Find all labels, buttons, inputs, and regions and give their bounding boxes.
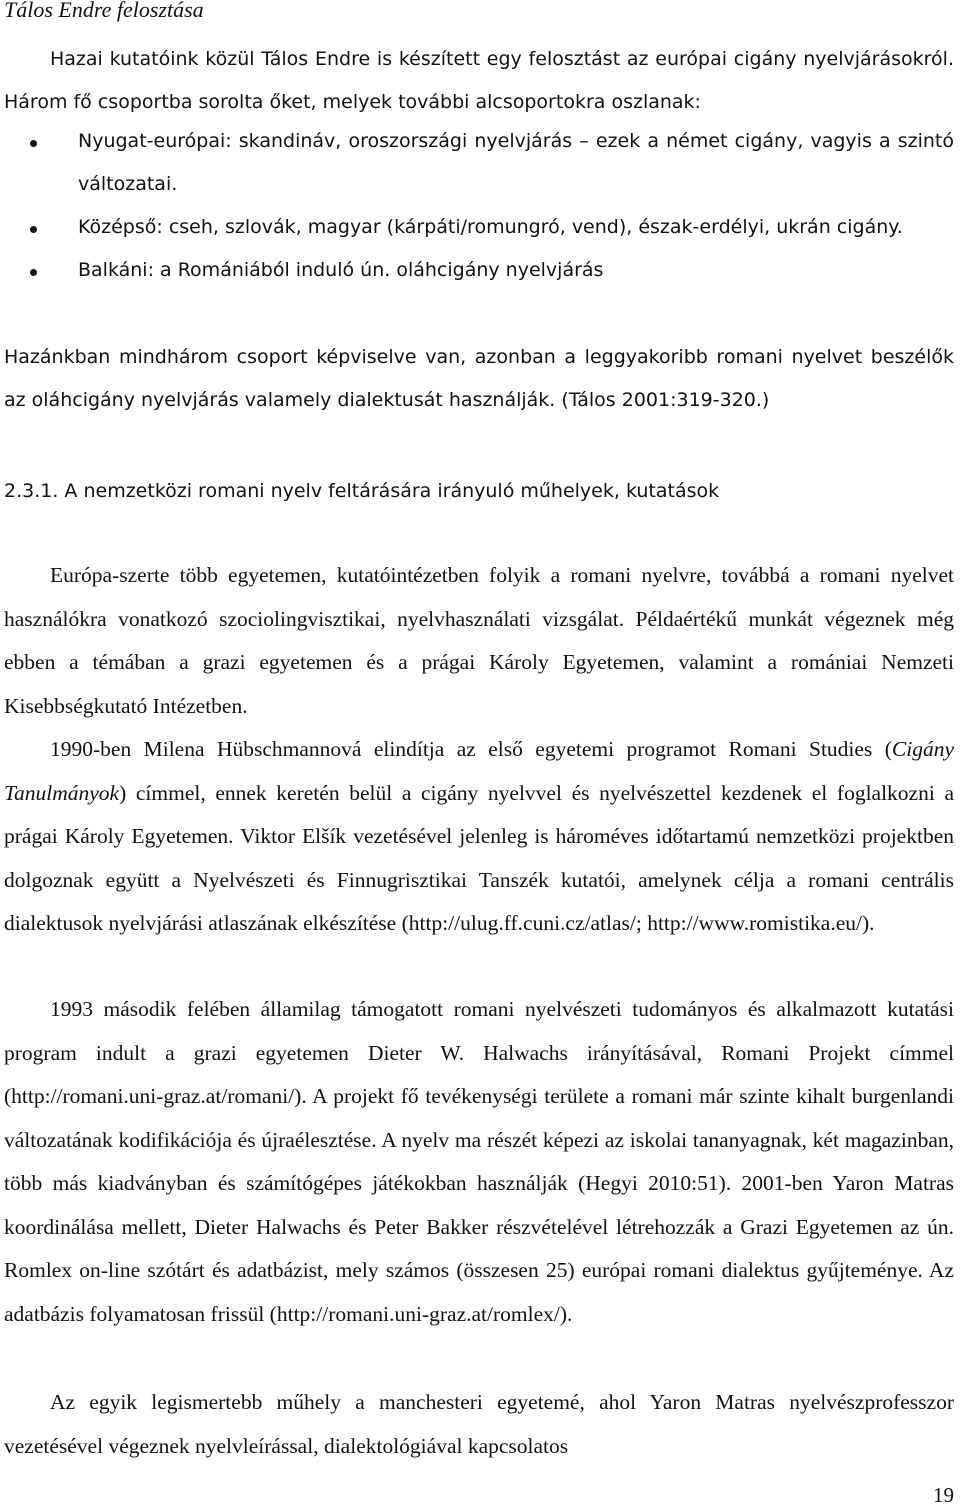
- subsection-title: Tálos Endre felosztása: [4, 0, 204, 22]
- paragraph-prague-text-start: 1990-ben Milena Hübschmannová elindítja az első egyetemi programot Romani Studies (: [50, 737, 892, 761]
- dialect-group-list: [0, 120, 960, 292]
- paragraph-manchester: Az egyik legismertebb műhely a manchesteri egyetemé, ahol Yaron Matras nyelvészprofesszor vezetésével végeznek nyelvleírással, dialektológiával kapcsolatos: [4, 1390, 954, 1458]
- paragraph-prague-italic-title: Cigány Tanulmányok: [4, 737, 954, 805]
- page-number: 19: [933, 1483, 954, 1507]
- section-heading: 2.3.1. A nemzetközi romani nyelv feltárására irányuló műhelyek, kutatások: [4, 480, 720, 502]
- paragraph-prague-text-end: ) címmel, ennek keretén belül a cigány nyelvvel és nyelvészettel kezdenek el foglalkozni a prágai Károly Egyetemen. Viktor Elšík vezetésével jelenleg is hároméves időtartamú nemzetközi projektben dolgoznak együtt a Nyelvészeti és Finnugrisztikai Tanszék kutatói, amelynek célja a romani centrális dialektusok nyelvjárási atlaszának elkészítése (http://ulug.ff.cuni.cz/atlas/; http://www.romistika.eu/).: [4, 780, 954, 935]
- paragraph-graz-project: 1993 második felében államilag támogatott romani nyelvészeti tudományos és alkalmazott kutatási program indult a grazi egyetemen Dieter W. Halwachs irányításával, Romani Projekt címmel (http://romani.uni-graz.at/romani/). A projekt fő tevékenységi területe a romani már szinte kihalt burgenlandi változatának kodifikációja és újraélesztése. A nyelv ma részét képezi az iskolai tananyagnak, két magazinban, több más kiadványban és számítógépes játékokban használják (Hegyi 2010:51). 2001-ben Yaron Matras koordinálása mellett, Dieter Halwachs és Peter Bakker részvételével létrehozzák a Grazi Egyetemen az ún. Romlex on-line szótárt és adatbázist, mely számos (összesen 25) európai romani dialektus gyűjteménye. Az adatbázis folyamatosan frissül (http://romani.uni-graz.at/romlex/).: [4, 997, 954, 1326]
- paragraph-europe-research: Európa-szerte több egyetemen, kutatóintézetben folyik a romani nyelvre, továbbá a romani nyelvet használókra vonatkozó szociolingvisztikai, nyelvhasználati vizsgálat. Példaértékű munkát végeznek még ebben a témában a grazi egyetemen és a prágai Károly Egyetemen, valamint a romániai Nemzeti Kisebbségkutató Intézetben.: [4, 563, 954, 718]
- list-item-balkan: Balkáni: a Romániából induló ún. oláhcigány nyelvjárás: [0, 249, 954, 292]
- intro-paragraph: Hazai kutatóink közül Tálos Endre is készített egy felosztást az európai cigány nyelvjárásokról. Három fő csoportba sorolta őket, melyek további alcsoportokra oszlanak:: [4, 48, 954, 113]
- paragraph-prague-program: [4, 728, 954, 946]
- list-item-western: Nyugat-európai: skandináv, oroszországi nyelvjárás – ezek a német cigány, vagyis a szintó változatai.: [0, 120, 954, 206]
- list-item-central: Középső: cseh, szlovák, magyar (kárpáti/romungró, vend), észak-erdélyi, ukrán cigány.: [0, 206, 954, 249]
- summary-paragraph: Hazánkban mindhárom csoport képviselve van, azonban a leggyakoribb romani nyelvet beszélők az oláhcigány nyelvjárás valamely dialektusát használják. (Tálos 2001:319-320.): [4, 346, 954, 411]
